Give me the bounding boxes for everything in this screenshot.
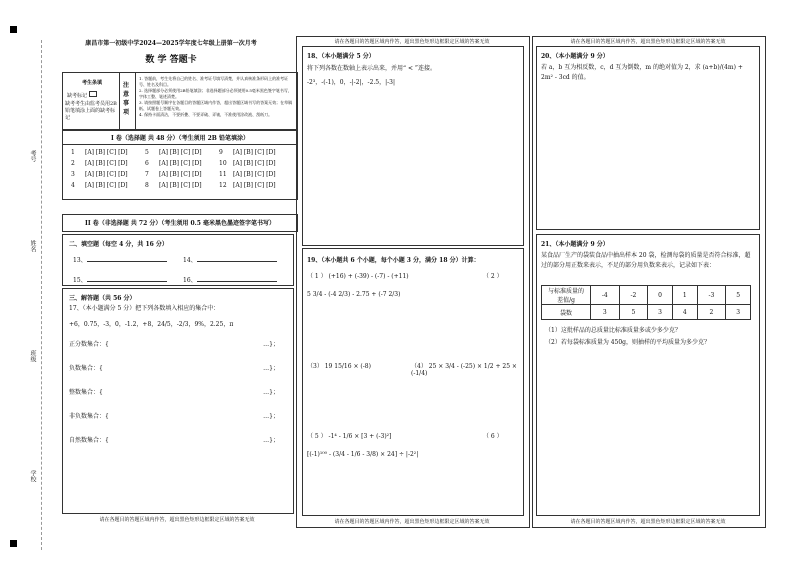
- q20-box[interactable]: [536, 46, 760, 230]
- choice-grid: [71, 149, 293, 189]
- table-cell: 5: [619, 305, 648, 320]
- school-title: 康昌市第一初级中学2024—2025学年度七年级上册第一次月考: [85, 40, 257, 47]
- table-cell: -4: [591, 286, 620, 305]
- table-cell: 3: [726, 305, 751, 320]
- choice-item[interactable]: 5 [A] [B] [C] [D]: [145, 149, 202, 156]
- table-row: [542, 305, 751, 320]
- q18-text: 将下列各数在数轴上表示出来，并用“ < ”连接。: [307, 65, 436, 72]
- notice-line: 4. 保持卡面清洁，不要折叠、不要弄破、弄皱，不准使用涂改液、刮纸刀。: [139, 112, 273, 117]
- set-integer[interactable]: 整数集合：{ …}；: [69, 389, 279, 396]
- table-cell: -3: [697, 286, 726, 305]
- absent-label: 缺考标记: [67, 91, 97, 99]
- fill-item-14[interactable]: 14、: [183, 255, 277, 264]
- table-cell: 1: [672, 286, 697, 305]
- col3-header: 请在各题目的答题区域内作答，超出黑色矩形边框限定区域的答案无效: [570, 39, 726, 45]
- fill-section: [62, 234, 294, 286]
- q21-table: [541, 285, 751, 320]
- q18-numbers: -2³，-(-1)，0，-|-2|，-2.5，|-3|: [307, 79, 395, 86]
- table-cell: -2: [619, 286, 648, 305]
- candidate-info-box: [62, 72, 298, 130]
- q21-title: 21、（本小题满分 9 分）: [541, 241, 609, 248]
- margin-label-school: 学校: [29, 470, 36, 482]
- table-row: [542, 286, 751, 305]
- q19-5: （ 5 ） -1⁴ - 1/6 × [3 + (-3)²]: [307, 433, 392, 440]
- q18-title: 18、（本小题满分 5 分）: [307, 53, 375, 60]
- q20-text: 若 a，b 互为相反数，c，d 互为倒数，m 的绝对值为 2，求 (a+b)/(4m) + 2m² - 3cd 的值。: [541, 64, 743, 81]
- absent-note: 缺考考生由监考员用2B铅笔填涂上面的缺考标记: [65, 101, 117, 121]
- margin-label-exam-no: 考号: [29, 150, 36, 162]
- q21-part2: （2）若每袋标准质量为 450g，则抽样的平均质量为多少克？: [545, 339, 711, 346]
- fill-item-13[interactable]: 13、: [73, 255, 167, 264]
- q19-title: 19、（本小题共 6 个小题，每个小题 3 分，满分 18 分）计算：: [307, 257, 480, 264]
- col3-footer: 请在各题目的答题区域内作答，超出黑色矩形边框限定区域的答案无效: [570, 519, 726, 525]
- section2-header: [62, 214, 298, 232]
- choice-item[interactable]: 8 [A] [B] [C] [D]: [145, 182, 202, 189]
- alignment-mark-bottom: [10, 540, 17, 547]
- q19-6-expr: [(-1)¹⁰⁰ - (3/4 - 1/6 - 3/8) × 24] ÷ |-2²|: [307, 451, 419, 458]
- q19-2-expr: 5 3/4 - (-4 2/3) - 2.75 + (-7 2/3): [307, 291, 401, 298]
- notice-line: 2. 选择题部分必须使用2B铅笔填涂；非选择题部分必须使用0.5毫米黑色签字笔书写，字体工整、笔迹清楚。: [139, 88, 292, 99]
- notice-list: [139, 76, 293, 118]
- q19-2-label: （ 2 ）: [483, 273, 503, 280]
- table-cell: 0: [648, 286, 673, 305]
- notice-line: 1. 答题前，考生先将自己的姓名、准考证号填写清楚，并认真核准条形码上的准考证号、姓名及科目。: [139, 76, 289, 87]
- table-cell: 3: [591, 305, 620, 320]
- q21-text: 某食品厂生产的袋装食品中抽出样本 20 袋，检测每袋的质量是否符合标准，超过的部分用正数来表示，不足的部分用负数来表示，记录如下表：: [541, 252, 751, 269]
- table-cell: 3: [648, 305, 673, 320]
- choice-item[interactable]: 4 [A] [B] [C] [D]: [71, 182, 128, 189]
- choice-item[interactable]: 11 [A] [B] [C] [D]: [219, 171, 276, 178]
- q19-1: （ 1 ） (+16) + (-39) - (-7) - (+11): [307, 273, 409, 280]
- fill-title: 二、填空题（每空 4 分，共 16 分）: [69, 241, 168, 248]
- choice-item[interactable]: 7 [A] [B] [C] [D]: [145, 171, 202, 178]
- q17-title: 17、（本小题满分 5 分）把下列各数填入相应的集合中：: [69, 305, 220, 312]
- choice-item[interactable]: 12 [A] [B] [C] [D]: [219, 182, 276, 189]
- fill-item-16[interactable]: 16、: [183, 275, 277, 284]
- table-header-cell: 与标准质量的差值/g: [542, 286, 591, 305]
- choice-item[interactable]: 9 [A] [B] [C] [D]: [219, 149, 276, 156]
- col1-footer: 请在各题目的答题区域内作答，超出黑色矩形边框限定区域的答案无效: [99, 517, 255, 523]
- col2-header: 请在各题目的答题区域内作答，超出黑色矩形边框限定区域的答案无效: [334, 39, 490, 45]
- q19-3: （3） 19 15/16 × (-8): [307, 363, 371, 370]
- col2-footer: 请在各题目的答题区域内作答，超出黑色矩形边框限定区域的答案无效: [334, 519, 490, 525]
- choice-item[interactable]: 6 [A] [B] [C] [D]: [145, 160, 202, 167]
- margin-label-name: 姓名: [29, 240, 36, 252]
- choice-item[interactable]: 1 [A] [B] [C] [D]: [71, 149, 128, 156]
- table-cell: 5: [726, 286, 751, 305]
- section2-title: II 卷（非选择题 共 72 分）（考生须用 0.5 毫米黑色墨迹签字笔书写）: [85, 220, 275, 227]
- notice-title: 注意事项: [123, 82, 130, 116]
- exam-no-label: 考生条填: [81, 80, 102, 86]
- fill-item-15[interactable]: 15、: [73, 275, 167, 284]
- table-cell: 2: [697, 305, 726, 320]
- subject-title: 数 学 答题卡: [145, 55, 197, 65]
- margin-label-class: 班级: [29, 350, 36, 362]
- set-positive-fraction[interactable]: 正分数集合：{ …}；: [69, 341, 279, 348]
- q21-part1: （1）这批样品的总质量比标准质量多或少多少克？: [545, 327, 681, 334]
- choice-item[interactable]: 3 [A] [B] [C] [D]: [71, 171, 128, 178]
- q21-box[interactable]: [536, 234, 760, 516]
- notice-line: 3. 请按照题号顺序在各题目的答题区域内作答，超出答题区域书写的答案无效；在草稿纸、试题卷上答题无效。: [139, 100, 293, 111]
- set-natural[interactable]: 自然数集合：{ …}；: [69, 437, 279, 444]
- set-negative[interactable]: 负数集合：{ …}；: [69, 365, 279, 372]
- absent-checkbox[interactable]: [89, 91, 97, 97]
- q19-box[interactable]: [302, 248, 524, 516]
- binding-line: [41, 40, 42, 550]
- set-non-negative[interactable]: 非负数集合：{ …}；: [69, 413, 279, 420]
- alignment-mark-top: [10, 26, 17, 33]
- q19-6-label: （ 6 ）: [483, 433, 503, 440]
- table-header-cell: 袋数: [542, 305, 591, 320]
- choice-item[interactable]: 10 [A] [B] [C] [D]: [219, 160, 276, 167]
- q17-numbers: +6，0.75，-3，0，-1.2，+8，24/5，-2/3，9%，2.25，π: [69, 321, 234, 328]
- choice-item[interactable]: 2 [A] [B] [C] [D]: [71, 160, 128, 167]
- solve-title: 三、解答题（共 56 分）: [69, 295, 136, 302]
- q18-box[interactable]: [302, 46, 524, 246]
- table-cell: 4: [672, 305, 697, 320]
- section1-title: I 卷（选择题 共 48 分）（考生须用 2B 铅笔填涂）: [63, 133, 297, 145]
- q20-title: 20、（本小题满分 9 分）: [541, 53, 609, 60]
- solve-section: [62, 288, 294, 514]
- choice-section: [62, 130, 298, 200]
- q19-4: （4） 25 × 3/4 - (-25) × 1/2 + 25 × (-1/4): [411, 363, 517, 377]
